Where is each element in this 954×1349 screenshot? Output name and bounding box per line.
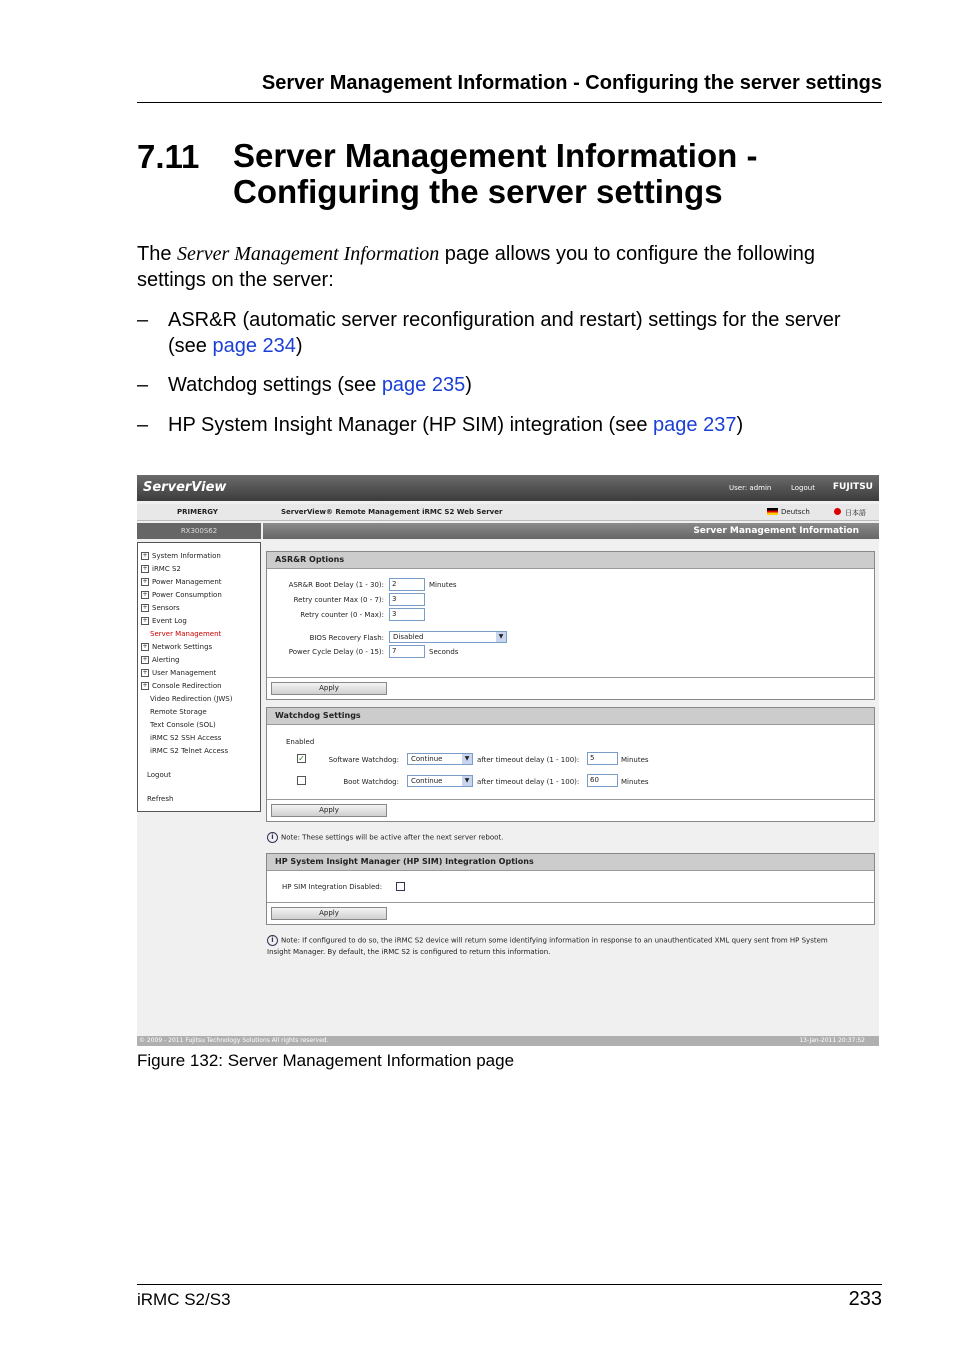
hpsim-apply-button[interactable]: Apply: [271, 907, 387, 920]
user-label: User: admin: [729, 484, 772, 492]
nav-item-label: iRMC S2: [152, 565, 181, 573]
boot-watchdog-value: Continue: [411, 777, 443, 785]
intro-italic: Server Management Information: [177, 243, 440, 265]
hpsim-panel-title: HP System Insight Manager (HP SIM) Integration Options: [275, 857, 534, 866]
hpsim-panel: [266, 853, 875, 925]
nav-item-label: Video Redirection (JWS): [150, 695, 233, 703]
note-hpsim-line2: Insight Manager. By default, the iRMC S2 is configured to return this information.: [267, 948, 551, 956]
bullet-watchdog: [168, 372, 882, 398]
info-icon: i: [267, 832, 278, 843]
nav-item-label: Power Management: [152, 578, 222, 586]
primergy-label: PRIMERGY: [177, 508, 218, 516]
boot-delay-label: ASR&R Boot Delay (1 - 30):: [288, 581, 384, 589]
bios-recovery-value: Disabled: [393, 633, 424, 641]
intro-line2: settings on the server:: [137, 269, 334, 291]
fujitsu-logo: FUJITSU: [832, 482, 873, 492]
header-rule: [137, 102, 882, 103]
nav-item-label: Alerting: [152, 656, 180, 664]
nav-item-label: Remote Storage: [150, 708, 207, 716]
chevron-down-icon[interactable]: ▼: [462, 754, 472, 764]
asr-panel-title: ASR&R Options: [275, 555, 345, 564]
software-watchdog-checkbox[interactable]: ✓: [298, 754, 305, 763]
intro-text: The: [137, 243, 178, 265]
nav-item-label: Event Log: [152, 617, 187, 625]
chevron-down-icon[interactable]: ▼: [496, 632, 506, 642]
bullet-text: ): [736, 414, 744, 436]
power-delay-unit: Seconds: [429, 648, 459, 656]
nav-item-ssh-access[interactable]: [150, 734, 221, 742]
retry-max-input[interactable]: 3: [389, 593, 425, 606]
nav-item-user-management[interactable]: [141, 669, 216, 677]
german-flag-icon[interactable]: [767, 508, 778, 515]
intro-paragraph: [137, 241, 882, 293]
nav-item-label: iRMC S2 SSH Access: [150, 734, 222, 742]
expand-icon[interactable]: +: [142, 656, 148, 663]
timeout-label: after timeout delay (1 - 100):: [477, 778, 580, 786]
boot-timeout-input[interactable]: 60: [587, 774, 618, 787]
hpsim-disabled-checkbox[interactable]: [396, 882, 405, 891]
asr-panel: [266, 551, 875, 700]
hpsim-disabled-label: HP SIM Integration Disabled:: [282, 883, 383, 891]
footer-product: iRMC S2/S3: [137, 1290, 231, 1309]
expand-icon[interactable]: +: [142, 578, 148, 585]
bullet-text: ): [295, 335, 303, 357]
nav-item-label: User Management: [152, 669, 217, 677]
nav-item-label: Network Settings: [152, 643, 213, 651]
watchdog-panel: [266, 707, 875, 822]
bullet-dash: –: [137, 414, 149, 436]
nav-item-video-redirection[interactable]: [150, 695, 233, 703]
expand-icon[interactable]: +: [142, 565, 148, 572]
nav-item-network-settings[interactable]: [141, 643, 212, 651]
expand-icon[interactable]: +: [142, 591, 148, 598]
lang-deutsch[interactable]: Deutsch: [781, 508, 810, 516]
sub-header: [137, 504, 879, 521]
nav-item-power-management[interactable]: [141, 578, 222, 586]
expand-icon[interactable]: +: [142, 617, 148, 624]
expand-icon[interactable]: +: [142, 604, 148, 611]
host-name: RX300S62: [137, 523, 261, 539]
section-number: 7.11: [137, 138, 200, 175]
asr-panel-header: [267, 552, 874, 569]
page-link[interactable]: page 237: [653, 414, 737, 436]
intro-text-2: page allows you to configure the following: [439, 243, 815, 265]
bullet-text: HP System Insight Manager (HP SIM) integration (see: [168, 414, 654, 436]
boot-watchdog-checkbox[interactable]: [297, 776, 306, 785]
section-title: [233, 138, 757, 210]
timeout-label: after timeout delay (1 - 100):: [477, 756, 580, 764]
boot-watchdog-label: Boot Watchdog:: [343, 778, 399, 786]
nav-item-irmc-s2[interactable]: [141, 565, 181, 573]
bullet-dash: –: [137, 309, 149, 331]
lang-japanese[interactable]: 日本語: [845, 509, 866, 517]
screenshot-figure: [137, 475, 879, 1046]
note-reboot: [267, 832, 503, 843]
nav-logout[interactable]: Logout: [147, 771, 171, 779]
enabled-label: Enabled: [286, 738, 315, 746]
section-title-line2: Configuring the server settings: [233, 173, 723, 210]
watchdog-panel-header: [267, 708, 874, 725]
note-text: Note: These settings will be active after the next server reboot.: [281, 833, 504, 842]
page-link[interactable]: page 235: [381, 374, 466, 396]
bullet-text: Watchdog settings (see: [168, 374, 382, 396]
bullet-text: ): [465, 374, 472, 396]
expand-icon[interactable]: +: [142, 682, 148, 689]
bios-recovery-select[interactable]: [389, 631, 507, 643]
expand-icon[interactable]: +: [142, 643, 148, 650]
info-icon: i: [267, 935, 278, 946]
power-delay-label: Power Cycle Delay (0 - 15):: [288, 648, 384, 656]
asr-apply-button[interactable]: Apply: [271, 682, 387, 695]
hpsim-panel-header: [267, 854, 874, 871]
divider: [267, 902, 874, 903]
timestamp: 13-Jan-2011 20:37:52: [799, 1037, 865, 1044]
nav-item-telnet-access[interactable]: [150, 747, 228, 755]
retry-counter-input[interactable]: 3: [389, 608, 425, 621]
footer-rule: [137, 1284, 882, 1285]
boot-timeout-unit: Minutes: [621, 778, 649, 786]
divider: [267, 677, 874, 678]
bullet-hpsim: [168, 412, 882, 438]
retry-counter-label: Retry counter (0 - Max):: [300, 611, 384, 619]
watchdog-apply-button[interactable]: Apply: [271, 804, 387, 817]
figure-caption: Figure 132: Server Management Information page: [137, 1051, 515, 1070]
software-timeout-input[interactable]: 5: [587, 752, 618, 765]
note-text: Note: If configured to do so, the iRMC S2 device will return some identifying information in response to an unauthenticated XML query sent from HP System: [281, 936, 828, 945]
nav-item-event-log[interactable]: [141, 617, 187, 625]
nav-refresh[interactable]: Refresh: [147, 795, 174, 803]
logout-link[interactable]: Logout: [791, 484, 815, 492]
web-server-title: ServerView® Remote Management iRMC S2 Web Server: [281, 508, 503, 516]
japan-flag-icon[interactable]: [834, 508, 841, 515]
section-title-line1: Server Management Information -: [233, 137, 758, 174]
page-number: 233: [848, 1288, 882, 1310]
boot-delay-input[interactable]: 2: [389, 578, 425, 591]
software-watchdog-label: Software Watchdog:: [328, 756, 399, 764]
nav-item-text-console[interactable]: [150, 721, 216, 729]
bios-recovery-label: BIOS Recovery Flash:: [309, 634, 384, 642]
software-timeout-unit: Minutes: [621, 756, 649, 764]
nav-item-remote-storage[interactable]: [150, 708, 207, 716]
serverview-logo: ServerView: [143, 480, 227, 495]
nav-item-server-management[interactable]: [150, 630, 221, 638]
software-watchdog-select[interactable]: [407, 753, 473, 765]
bullet-asr: [168, 307, 882, 359]
watchdog-panel-title: Watchdog Settings: [275, 711, 361, 720]
nav-item-label: System Information: [152, 552, 221, 560]
bullet-text: ASR&R (automatic server reconfiguration and restart) settings for the server: [168, 309, 841, 331]
expand-icon[interactable]: +: [142, 552, 148, 559]
divider: [267, 799, 874, 800]
page-title-bar: [263, 523, 879, 539]
expand-icon[interactable]: +: [142, 669, 148, 676]
bullet-text: (see: [168, 335, 213, 357]
page-title: Server Management Information: [693, 526, 859, 536]
nav-item-label: Console Redirection: [152, 682, 222, 690]
bullet-dash: –: [137, 374, 149, 396]
nav-item-label: iRMC S2 Telnet Access: [150, 747, 229, 755]
nav-item-label: Sensors: [152, 604, 180, 612]
nav-tree: [137, 542, 261, 812]
retry-max-label: Retry counter Max (0 - 7):: [293, 596, 384, 604]
nav-item-label: Power Consumption: [152, 591, 222, 599]
nav-item-label: Text Console (SOL): [150, 721, 216, 729]
nav-item-power-consumption[interactable]: [141, 591, 222, 599]
nav-item-sensors[interactable]: [141, 604, 180, 612]
top-bar: [137, 475, 879, 501]
nav-item-label: Server Management: [150, 630, 222, 638]
boot-watchdog-select[interactable]: [407, 775, 473, 787]
software-watchdog-value: Continue: [411, 755, 443, 763]
copyright: © 2009 - 2011 Fujitsu Technology Solutions All rights reserved.: [139, 1037, 329, 1044]
nav-item-system-information[interactable]: [141, 552, 221, 560]
footer-bar: [137, 1036, 879, 1046]
page-link[interactable]: page 234: [212, 335, 296, 357]
note-hpsim: [267, 935, 828, 946]
power-delay-input[interactable]: 7: [389, 645, 425, 658]
running-head: Server Management Information - Configuring the server settings: [261, 72, 882, 94]
boot-delay-unit: Minutes: [429, 581, 457, 589]
chevron-down-icon[interactable]: ▼: [462, 776, 472, 786]
nav-item-alerting[interactable]: [141, 656, 180, 664]
nav-item-console-redirection[interactable]: [141, 682, 222, 690]
